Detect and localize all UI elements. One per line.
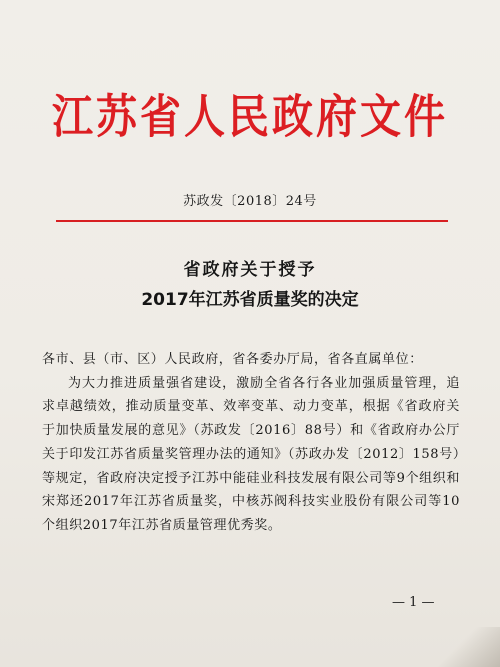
page-number: — 1 — [392,595,435,610]
document-body [42,348,460,538]
document-header-title: 江苏省人民政府文件 [52,90,448,144]
red-divider-line [56,220,448,222]
decision-title-line-2: 2017年江苏省质量奖的决定 [141,290,359,310]
decision-title-line-1: 省政府关于授予 [183,260,317,280]
document-number: 苏政发〔2018〕24号 [183,194,317,209]
body-paragraph: 为大力推进质量强省建设，激励全省各行各业加强质量管理，追求卓越绩效，推动质量变革、效率变革、动力变革，根据《省政府关于加快质量发展的意见》（苏政发〔2016〕88号）和《省政府办公厅关于印发江苏省质量奖管理办法的通知》（苏政办发〔2012〕158号）等规定，省政府决定授予江苏中能硅业科技发展有限公司等9个组织和宋郑还2017年江苏省质量奖，中核苏阀科技实业股份有限公司等10个组织2017年江苏省质量管理优秀奖。 [42,375,460,533]
salutation: 各市、县（市、区）人民政府，省各委办厅局，省各直属单位： [42,352,423,367]
